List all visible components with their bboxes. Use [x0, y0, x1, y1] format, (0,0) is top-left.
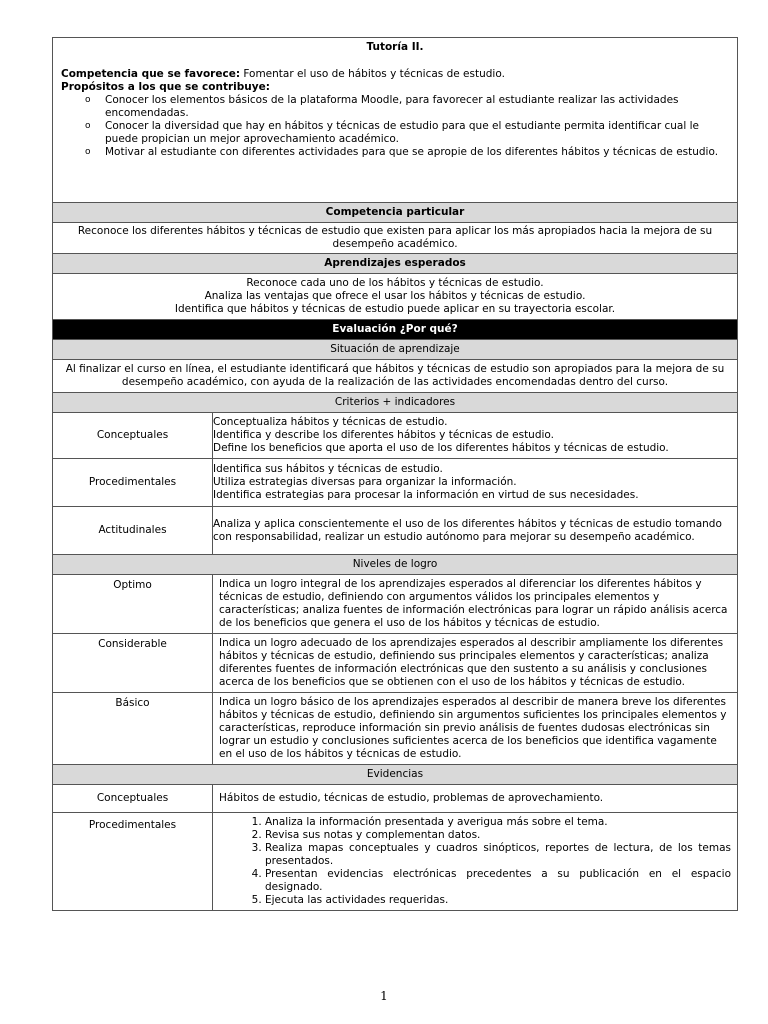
criterio-label: Actitudinales: [53, 507, 213, 555]
competencia-particular-text: Reconoce los diferentes hábitos y técnicas de estudio que existen para aplicar los más apropiados hacia la mejora de su desempeño académico.: [53, 223, 738, 254]
nivel-text: Indica un logro integral de los aprendizajes esperados al diferenciar los diferentes hábitos y técnicas de estudio, definiendo con argumentos válidos los principales elementos y características; analiza fuentes de información electrónicas para lograr un rápido análisis acerca de los beneficios que genera el uso de los hábitos y técnicas de estudio.: [213, 575, 738, 634]
propositos-list: [61, 94, 729, 159]
header-cell: [53, 38, 738, 203]
situacion-text: Al finalizar el curso en línea, el estudiante identificará que hábitos y técnicas de estudio son apropiados para la mejora de su desempeño académico, con ayuda de la realización de las actividades encomendadas dentro del curso.: [53, 360, 738, 393]
criterio-line: Identifica y describe los diferentes hábitos y técnicas de estudio.: [213, 429, 554, 441]
evaluacion-heading: Evaluación ¿Por qué?: [53, 320, 738, 340]
competencia-particular-heading: Competencia particular: [53, 203, 738, 223]
competencia-line: [61, 68, 729, 81]
nivel-label: Optimo: [53, 575, 213, 634]
evidencia-item: 3. Realiza mapas conceptuales y cuadros sinópticos, reportes de lectura, de los temas presentados.: [265, 842, 731, 868]
criterio-text: [213, 459, 738, 507]
aprendizaje-line: Reconoce cada uno de los hábitos y técnicas de estudio.: [246, 277, 544, 289]
criterio-line: Define los beneficios que aporta el uso de los diferentes hábitos y técnicas de estudio.: [213, 442, 669, 454]
proposito-item: o Conocer los elementos básicos de la plataforma Moodle, para favorecer al estudiante realizar las actividades encomendadas.: [105, 94, 729, 120]
evidencia-text: Hábitos de estudio, técnicas de estudio, problemas de aprovechamiento.: [213, 785, 738, 813]
situacion-heading: Situación de aprendizaje: [53, 340, 738, 360]
criterio-text: Analiza y aplica conscientemente el uso de los diferentes hábitos y técnicas de estudio tomando con responsabilidad, realizar un estudio autónomo para mejorar su desempeño académico.: [213, 507, 738, 555]
nivel-text: Indica un logro básico de los aprendizajes esperados al describir de manera breve los diferentes hábitos y técnicas de estudio, definiendo sin argumentos suficientes los principales elementos y características, reproduce información sin previo análisis de fuentes dudosas electrónicas sin lograr un estudio y conclusiones suficientes acerca de los beneficios que identifica vagamente en el uso de los hábitos y técnicas de estudio.: [213, 693, 738, 765]
evidencias-heading: Evidencias: [53, 765, 738, 785]
evidencia-list: [213, 813, 737, 910]
aprendizajes-cell: [53, 274, 738, 320]
criterio-label: Procedimentales: [53, 459, 213, 507]
criterio-line: Identifica estrategias para procesar la información en virtud de sus necesidades.: [213, 489, 639, 501]
criterios-heading: Criterios + indicadores: [53, 393, 738, 413]
evidencia-list-cell: [213, 813, 738, 911]
document-title: Tutoría II.: [366, 41, 424, 53]
evidencia-label: Conceptuales: [53, 785, 213, 813]
page-number: 1: [380, 989, 388, 1003]
aprendizaje-line: Identifica que hábitos y técnicas de estudio puede aplicar en su trayectoria escolar.: [174, 303, 616, 315]
criterio-label: Conceptuales: [53, 413, 213, 459]
tutoria-table: [52, 37, 738, 911]
aprendizaje-line: Analiza las ventajas que ofrece el usar los hábitos y técnicas de estudio.: [204, 290, 586, 302]
criterio-line: Conceptualiza hábitos y técnicas de estudio.: [213, 416, 448, 428]
aprendizajes-heading: Aprendizajes esperados: [53, 254, 738, 274]
criterio-line: Utiliza estrategias diversas para organizar la información.: [213, 476, 517, 488]
niveles-heading: Niveles de logro: [53, 555, 738, 575]
proposito-item: o Motivar al estudiante con diferentes actividades para que se apropie de los diferentes hábitos y técnicas de estudio.: [105, 146, 729, 159]
competencia-text: Fomentar el uso de hábitos y técnicas de estudio.: [240, 68, 505, 80]
evidencia-item: 1. Analiza la información presentada y averigua más sobre el tema.: [265, 816, 731, 829]
nivel-label: Básico: [53, 693, 213, 765]
evidencia-item: 5. Ejecuta las actividades requeridas.: [265, 894, 731, 907]
evidencia-item: 4. Presentan evidencias electrónicas precedentes a su publicación en el espacio designado.: [265, 868, 731, 894]
nivel-label: Considerable: [53, 634, 213, 693]
criterio-text: [213, 413, 738, 459]
propositos-label: Propósitos a los que se contribuye:: [61, 81, 270, 93]
nivel-text: Indica un logro adecuado de los aprendizajes esperados al describir ampliamente los diferentes hábitos y técnicas de estudio, definiendo sus principales elementos y características; analiza diferentes fuentes de información electrónicas que den sustento a su análisis y conclusiones acerca de los beneficios que se obtienen con el uso de los hábitos y técnicas de estudio.: [213, 634, 738, 693]
evidencia-label: Procedimentales: [53, 813, 213, 911]
competencia-label: Competencia que se favorece:: [61, 68, 241, 80]
criterio-line: Identifica sus hábitos y técnicas de estudio.: [213, 463, 443, 475]
proposito-item: o Conocer la diversidad que hay en hábitos y técnicas de estudio para que el estudiante permita identificar cual le puede propician un mejor aprovechamiento académico.: [105, 120, 729, 146]
evidencia-item: 2. Revisa sus notas y complementan datos.: [265, 829, 731, 842]
